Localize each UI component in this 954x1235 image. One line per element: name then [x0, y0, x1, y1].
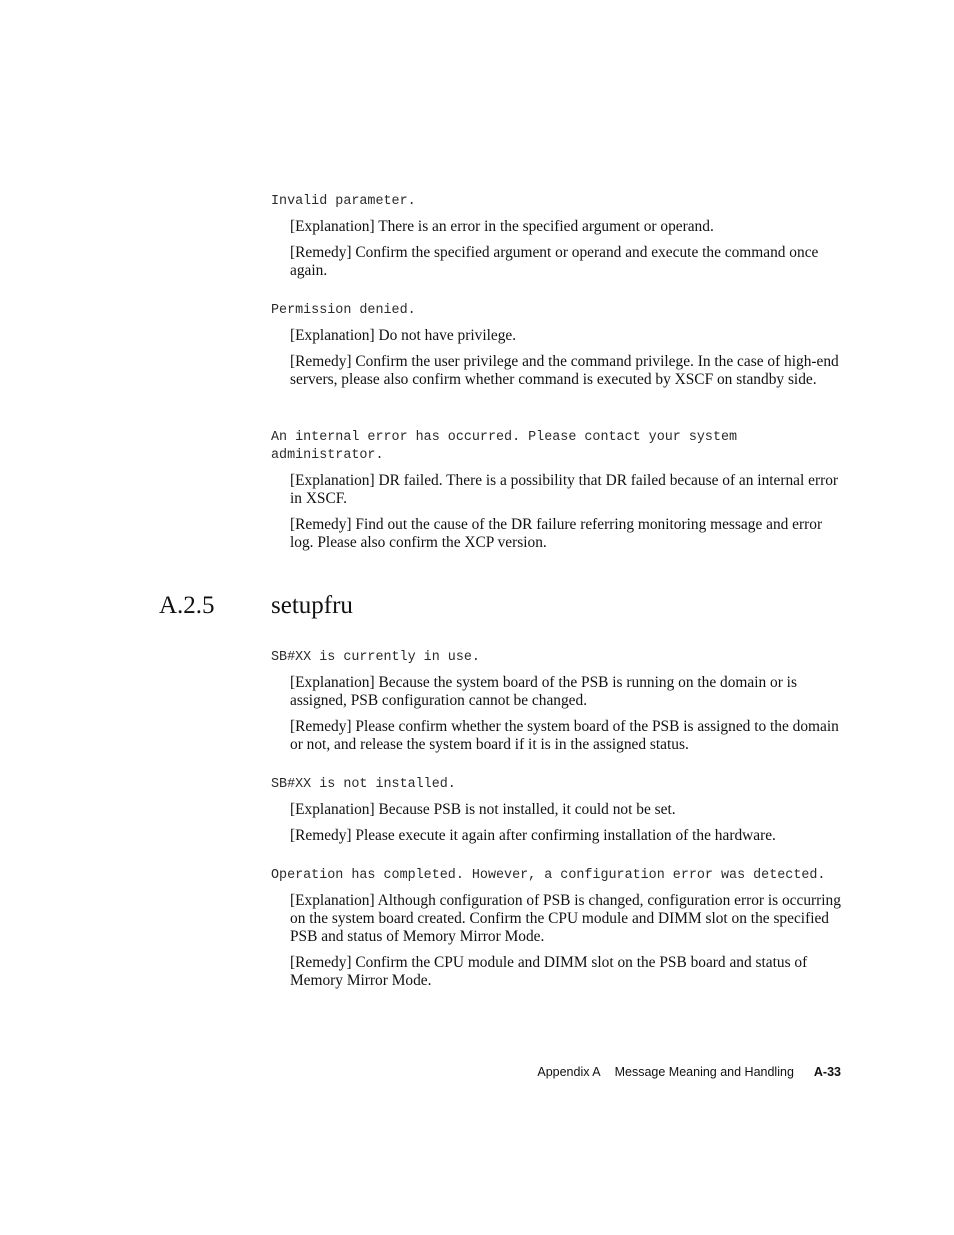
message-block-sb-not-installed — [271, 776, 841, 852]
footer-chapter-title: Message Meaning and Handling — [614, 1065, 794, 1079]
remedy-text: [Remedy] Confirm the user privilege and the command privilege. In the case of high-end servers, please also confirm whether command is executed by XSCF on standby side. — [290, 352, 839, 388]
message-block-sb-in-use — [271, 649, 841, 761]
explanation-text: [Explanation] DR failed. There is a possibility that DR failed because of an internal error in XSCF. — [290, 472, 839, 507]
footer-appendix: Appendix A — [537, 1065, 601, 1079]
explanation-text: [Explanation] Because the system board of the PSB is running on the domain or is assigned, PSB configuration cannot be changed. — [290, 674, 797, 709]
message-code: SB#XX is currently in use. — [271, 650, 480, 665]
explanation-text: [Explanation] Because PSB is not installed, it could not be set. — [290, 801, 676, 818]
remedy-text: [Remedy] Find out the cause of the DR failure referring monitoring message and error log. Please also confirm the XCP version. — [290, 515, 823, 551]
remedy-text: [Remedy] Confirm the specified argument or operand and execute the command once again. — [290, 243, 819, 279]
message-block-invalid-parameter — [271, 193, 841, 287]
explanation-text: [Explanation] There is an error in the specified argument or operand. — [290, 218, 714, 235]
message-block-configuration-error — [271, 867, 841, 997]
message-code: Operation has completed. However, a configuration error was detected. — [271, 868, 826, 883]
page-footer — [537, 1063, 841, 1081]
explanation-text: [Explanation] Although configuration of PSB is changed, configuration error is occurring on the system board created. Confirm the CPU module and DIMM slot on the specified PSB and status of Memory Mirror Mode. — [290, 892, 841, 945]
message-block-internal-error — [271, 429, 841, 559]
page-number: A-33 — [813, 1065, 841, 1079]
remedy-text: [Remedy] Please confirm whether the system board of the PSB is assigned to the domain or not, and release the system board if it is in the assigned status. — [290, 717, 839, 753]
message-code: Permission denied. — [271, 303, 416, 318]
message-block-permission-denied — [271, 302, 841, 396]
explanation-text: [Explanation] Do not have privilege. — [290, 327, 517, 344]
message-code: Invalid parameter. — [271, 194, 416, 209]
section-number: A.2.5 — [159, 592, 215, 619]
section-title: setupfru — [271, 592, 353, 619]
remedy-text: [Remedy] Please execute it again after confirming installation of the hardware. — [290, 826, 776, 844]
message-code: SB#XX is not installed. — [271, 777, 456, 792]
message-code: An internal error has occurred. Please contact your system administrator. — [271, 430, 746, 463]
remedy-text: [Remedy] Confirm the CPU module and DIMM slot on the PSB board and status of Memory Mirror Mode. — [290, 953, 808, 989]
